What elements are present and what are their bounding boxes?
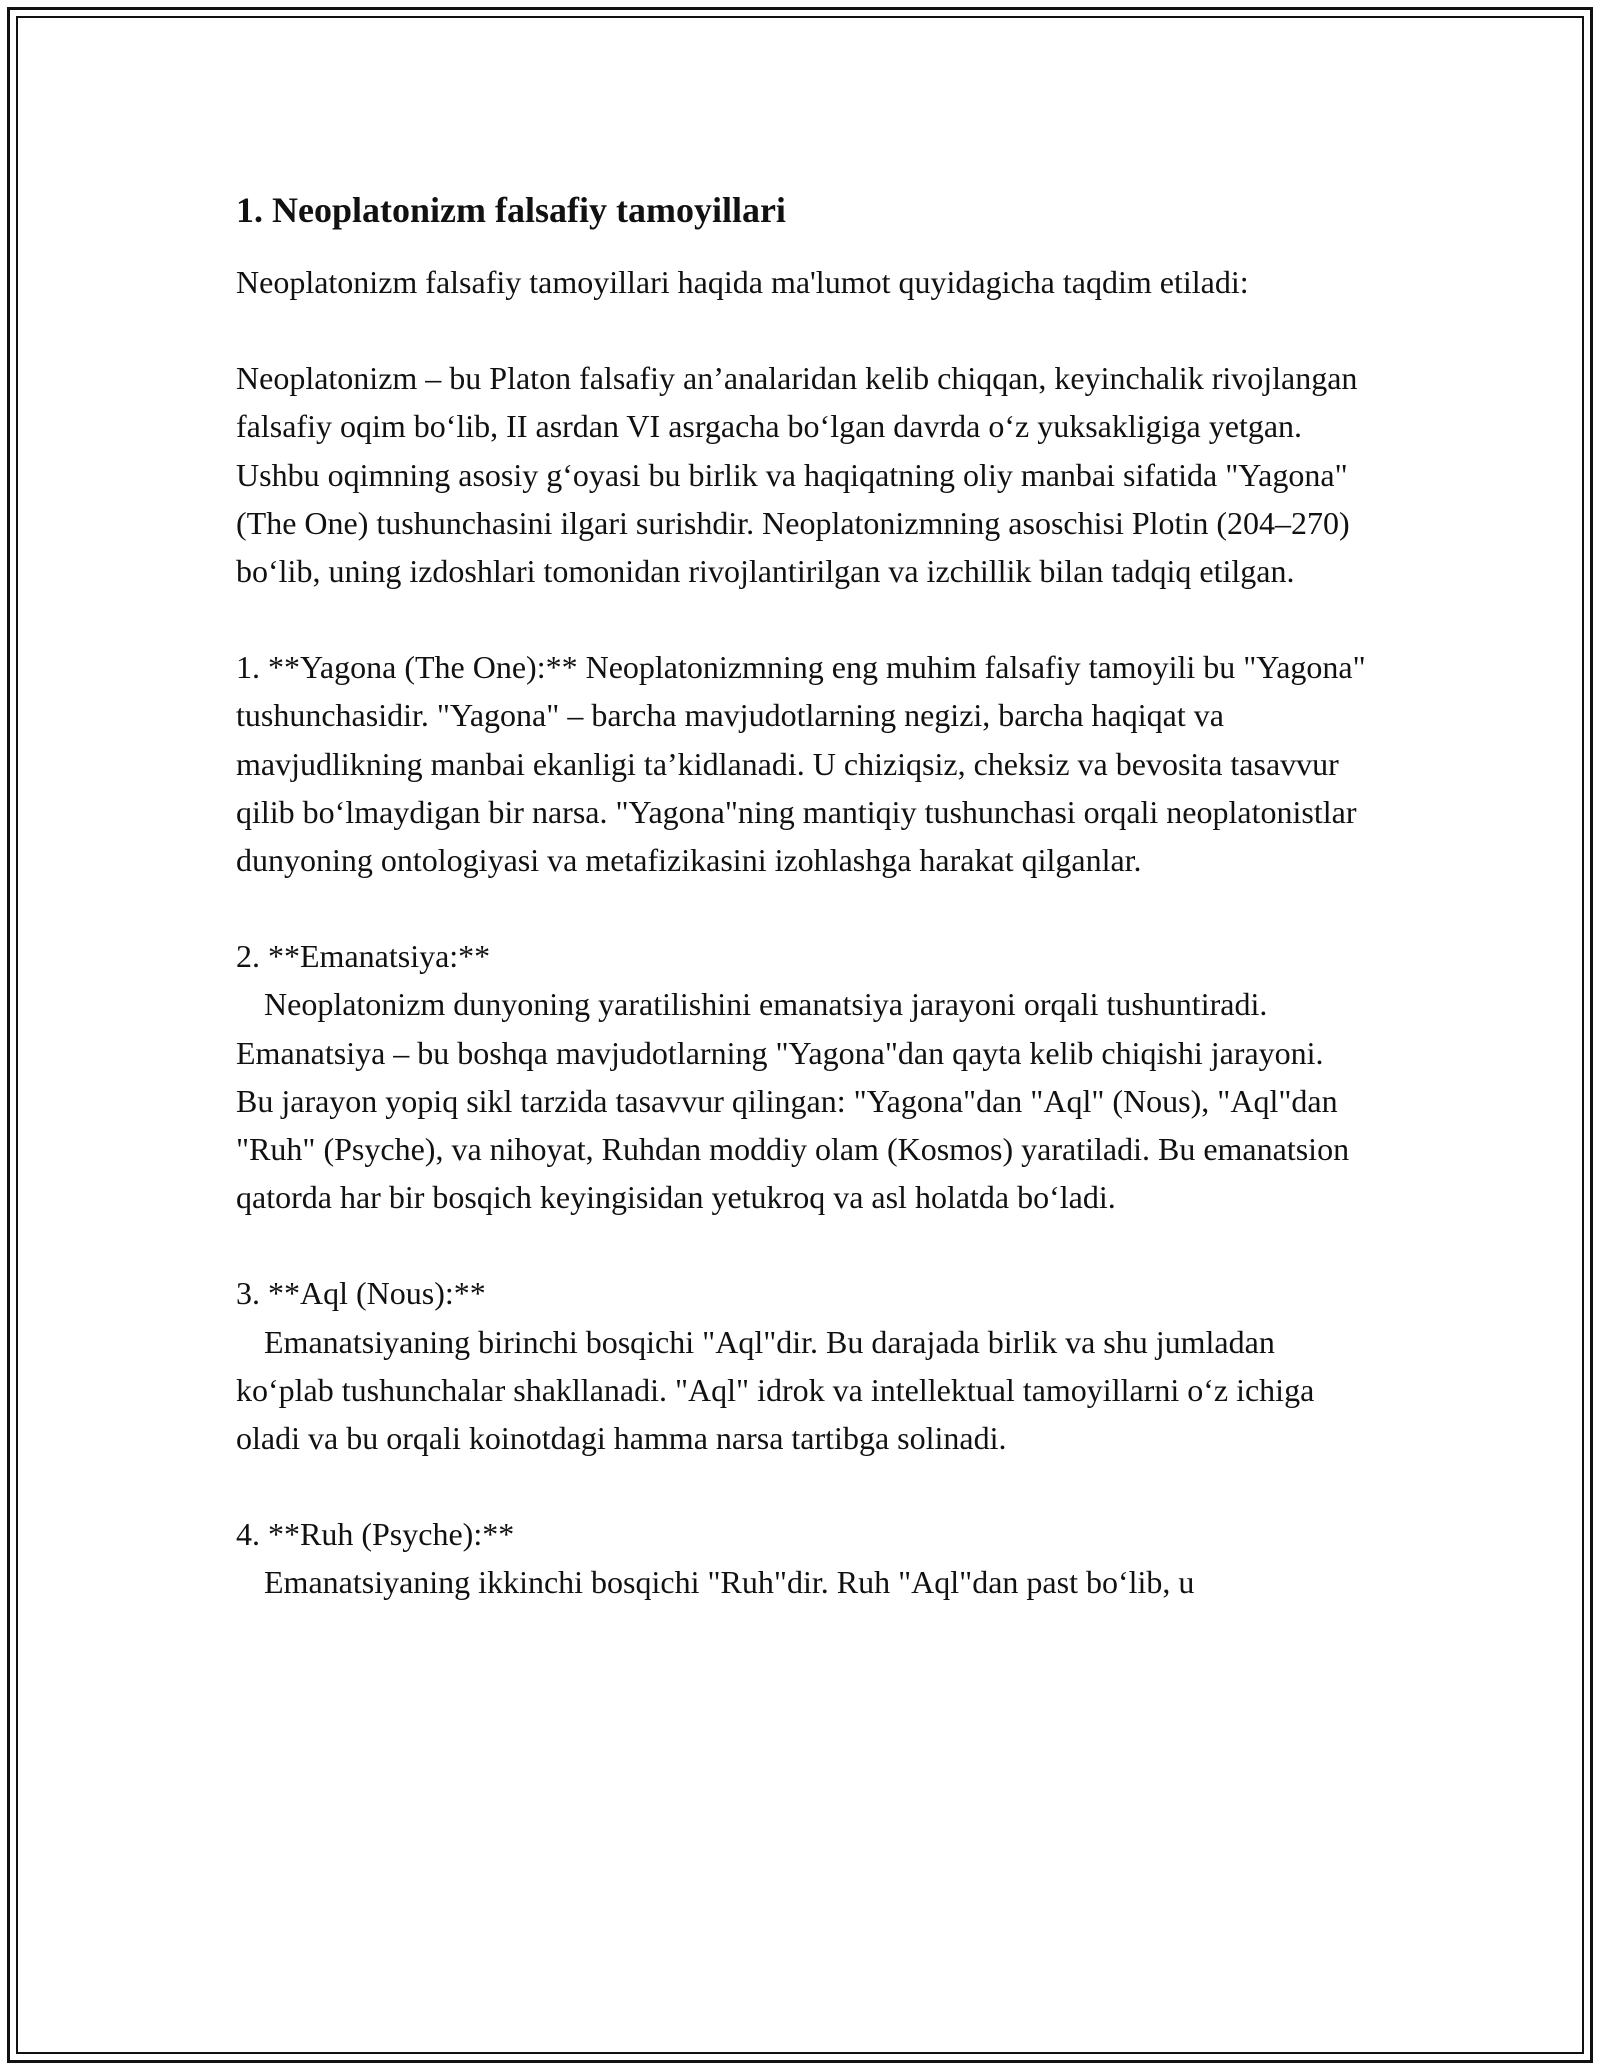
overview-paragraph: Neoplatonizm – bu Platon falsafiy an’analaridan kelib chiqqan, keyinchalik rivojlangan falsafiy oqim bo‘lib, II asrdan VI asrgacha bo‘lgan davrda o‘z yuksakligiga yetgan. Ushbu oqimning asosiy g‘oyasi bu birlik va haqiqatning oliy manbai sifatida "Yagona" (The One) tushunchasini ilgari surishdir. Neoplatonizmning asoschisi Plotin (204–270) bo‘lib, uning izdoshlari tomonidan rivojlantirilgan va izchillik bilan tadqiq etilgan.: [236, 360, 1358, 590]
point-yagona: 1. **Yagona (The One):** Neoplatonizmning eng muhim falsafiy tamoyili bu "Yagona" tushunchasidir. "Yagona" – barcha mavjudotlarning negizi, barcha haqiqat va mavjudlikning manbai ekanligi ta’kidlanadi. U chiziqsiz, cheksiz va bevosita tasavvur qilib bo‘lmaydigan bir narsa. "Yagona"ning mantiqiy tushunchasi orqali neoplatonistlar dunyoning ontologiyasi va metafizikasini izohlashga harakat qilganlar.: [236, 649, 1366, 879]
point-emanatsiya-title: 2. **Emanatsiya:**: [236, 938, 491, 975]
section-heading: 1. Neoplatonizm falsafiy tamoyillari: [236, 190, 786, 230]
point-ruh-title: 4. **Ruh (Psyche):**: [236, 1516, 515, 1553]
point-aql-title: 3. **Aql (Nous):**: [236, 1275, 486, 1312]
point-ruh-body: Emanatsiyaning ikkinchi bosqichi "Ruh"dir. Ruh "Aql"dan past bo‘lib, u: [264, 1564, 1195, 1601]
document-body: [236, 186, 1366, 1655]
point-emanatsiya-body: Neoplatonizm dunyoning yaratilishini emanatsiya jarayoni orqali tushuntiradi. Emanatsiya – bu boshqa mavjudotlarning "Yagona"dan qayta kelib chiqishi jarayoni. Bu jarayon yopiq sikl tarzida tasavvur qilingan: "Yagona"dan "Aql" (Nous), "Aql"dan "Ruh" (Psyche), va nihoyat, Ruhdan moddiy olam (Kosmos) yaratiladi. Bu emanatsion qatorda har bir bosqich keyingisidan yetukroq va asl holatda bo‘ladi.: [236, 986, 1350, 1216]
intro-paragraph: Neoplatonizm falsafiy tamoyillari haqida ma'lumot quyidagicha taqdim etiladi:: [236, 264, 1249, 300]
point-aql-body: Emanatsiyaning birinchi bosqichi "Aql"dir. Bu darajada birlik va shu jumladan ko‘plab tushunchalar shakllanadi. "Aql" idrok va intellektual tamoyillarni o‘z ichiga oladi va bu orqali koinotdagi hamma narsa tartibga solinadi.: [236, 1323, 1315, 1457]
